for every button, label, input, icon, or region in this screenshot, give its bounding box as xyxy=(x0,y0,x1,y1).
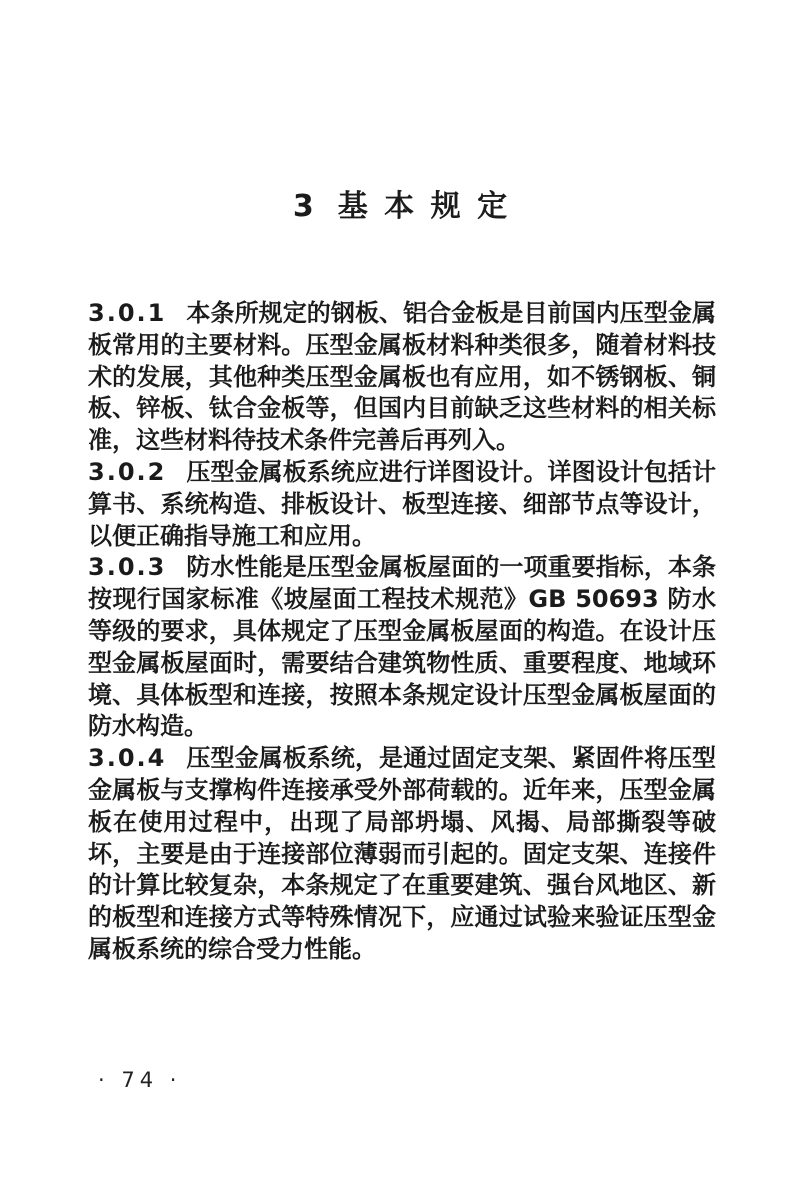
paragraph-number: 3.0.1 xyxy=(88,299,167,327)
paragraph xyxy=(88,552,716,743)
paragraph-text: 压型金属板系统应进行详图设计。详图设计包括计算书、系统构造、排板设计、板型连接、细部节点等设计，以便正确指导施工和应用。 xyxy=(88,457,716,550)
paragraph xyxy=(88,743,716,966)
section-title xyxy=(0,189,800,224)
paragraph-number: 3.0.4 xyxy=(88,744,167,773)
paragraph xyxy=(88,457,716,552)
paragraph-number: 3.0.3 xyxy=(88,553,167,582)
paragraph-text: 防水性能是压型金属板屋面的一项重要指标，本条按现行国家标准《坡屋面工程技术规范》GB 50693 防水等级的要求，具体规定了压型金属板屋面的构造。在设计压型金属板屋面时，需要结合建筑物性质、重要程度、地域环境、具体板型和连接，按照本条规定设计压型金属板屋面的防水构造。 xyxy=(88,553,716,741)
section-title-number: 3 xyxy=(292,189,314,224)
paragraph xyxy=(88,298,716,457)
page-number: · 74 · xyxy=(98,1068,182,1092)
paragraph-text: 压型金属板系统，是通过固定支架、紧固件将压型金属板与支撑构件连接承受外部荷载的。近年来，压型金属板在使用过程中，出现了局部坍塌、风揭、局部撕裂等破坏，主要是由于连接部位薄弱而引起的。固定支架、连接件的计算比较复杂，本条规定了在重要建筑、强台风地区、新的板型和连接方式等特殊情况下，应通过试验来验证压型金属板系统的综合受力性能。 xyxy=(88,744,716,963)
section-title-text: 基本规定 xyxy=(337,189,524,224)
paragraph-text: 本条所规定的钢板、铝合金板是目前国内压型金属板常用的主要材料。压型金属板材料种类很多，随着材料技术的发展，其他种类压型金属板也有应用，如不锈钢板、铜板、锌板、钛合金板等，但国内目前缺乏这些材料的相关标准，这些材料待技术条件完善后再列入。 xyxy=(88,299,716,455)
paragraph-number: 3.0.2 xyxy=(88,457,167,486)
body-text xyxy=(88,298,716,966)
